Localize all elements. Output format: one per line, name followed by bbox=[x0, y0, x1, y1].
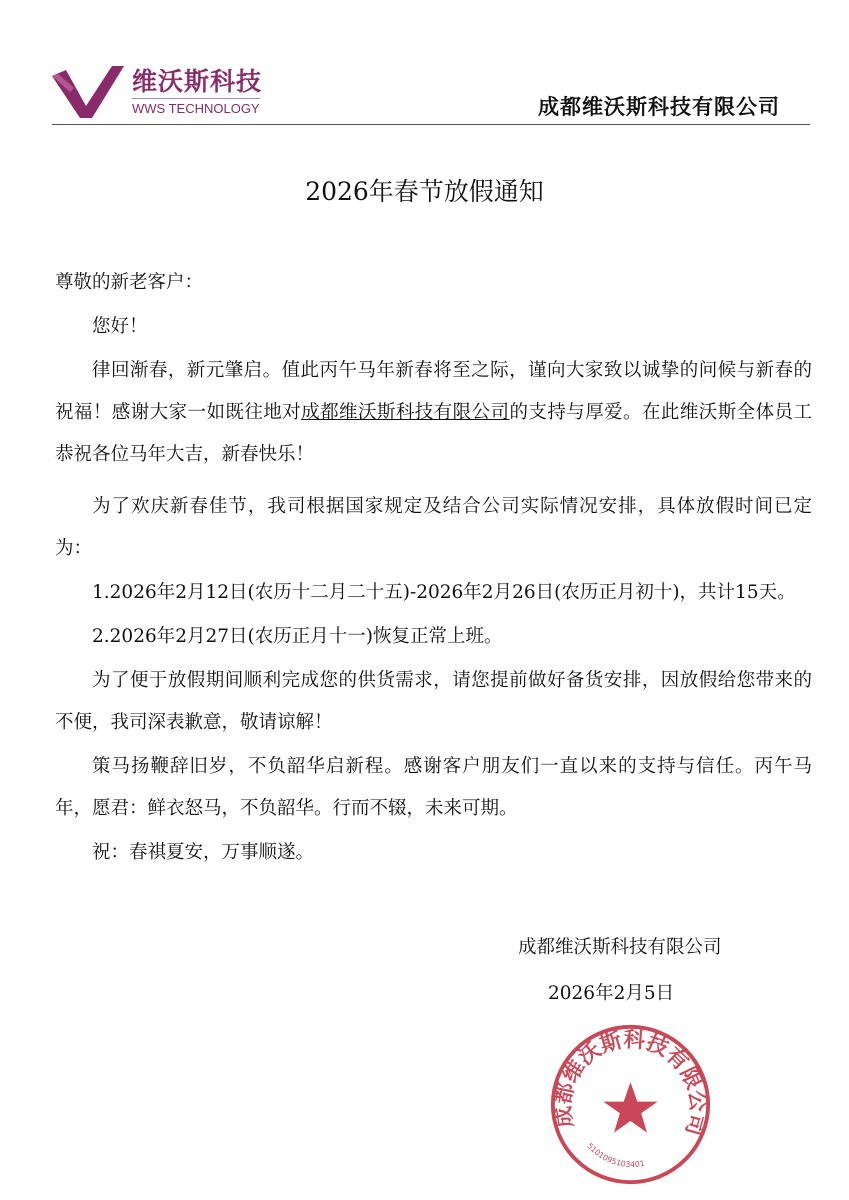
logo-english-name: WWS TECHNOLOGY bbox=[132, 98, 260, 116]
paragraph-schedule: 为了欢庆新春佳节，我司根据国家规定及结合公司实际情况安排，具体放假时间已定为： bbox=[55, 496, 812, 559]
salutation: 尊敬的新老客户： bbox=[55, 272, 204, 293]
paragraph-thanks-a: 律回渐春，新元肇启。值此丙午马年新春将至之际，谨向大家致以诚挚的问候与新春的祝福！感谢大家一如既往地对 bbox=[55, 360, 812, 423]
seal-number: 5101095103401 bbox=[585, 1141, 646, 1170]
logo-v-icon bbox=[52, 66, 124, 118]
svg-text:5101095103401 bbox=[585, 1141, 645, 1169]
closing-wish: 祝：春祺夏安，万事顺遂。 bbox=[92, 842, 315, 863]
letterhead bbox=[52, 58, 810, 125]
company-seal-stamp bbox=[548, 1022, 713, 1187]
letter-body bbox=[55, 262, 812, 876]
holiday-item-1: 1.2026年2月12日(农历十二月二十五)-2026年2月26日(农历正月初十)，共计15天。 bbox=[92, 582, 796, 603]
signature-company: 成都维沃斯科技有限公司 bbox=[518, 937, 722, 958]
document-title: 2026年春节放假通知 bbox=[305, 177, 544, 206]
header-company-name: 成都维沃斯科技有限公司 bbox=[538, 94, 780, 119]
paragraph-thanks-b: 的支持与厚爱。在此维沃斯全体员工恭祝各位马年大吉，新春快乐！ bbox=[55, 402, 812, 465]
paragraph-wishes: 策马扬鞭辞旧岁，不负韶华启新程。感谢客户朋友们一直以来的支持与信任。丙午马年，愿君：鲜衣怒马，不负韶华。行而不辍，未来可期。 bbox=[55, 756, 812, 819]
paragraph-apology: 为了便于放假期间顺利完成您的供货需求，请您提前做好备货安排，因放假给您带来的不便，我司深表歉意，敬请谅解！ bbox=[55, 670, 812, 733]
greeting: 您好！ bbox=[92, 316, 148, 337]
signature-date: 2026年2月5日 bbox=[548, 983, 675, 1004]
company-name-underlined: 成都维沃斯科技有限公司 bbox=[301, 402, 510, 423]
logo-chinese-name: 维沃斯科技 bbox=[132, 67, 263, 96]
holiday-item-2: 2.2026年2月27日(农历正月十一)恢复正常上班。 bbox=[92, 626, 503, 647]
seal-star-icon bbox=[603, 1082, 657, 1132]
seal-text: 成都维沃斯科技有限公司 bbox=[550, 1027, 711, 1139]
paragraph-thanks bbox=[55, 350, 812, 476]
signature-block bbox=[518, 925, 722, 1017]
